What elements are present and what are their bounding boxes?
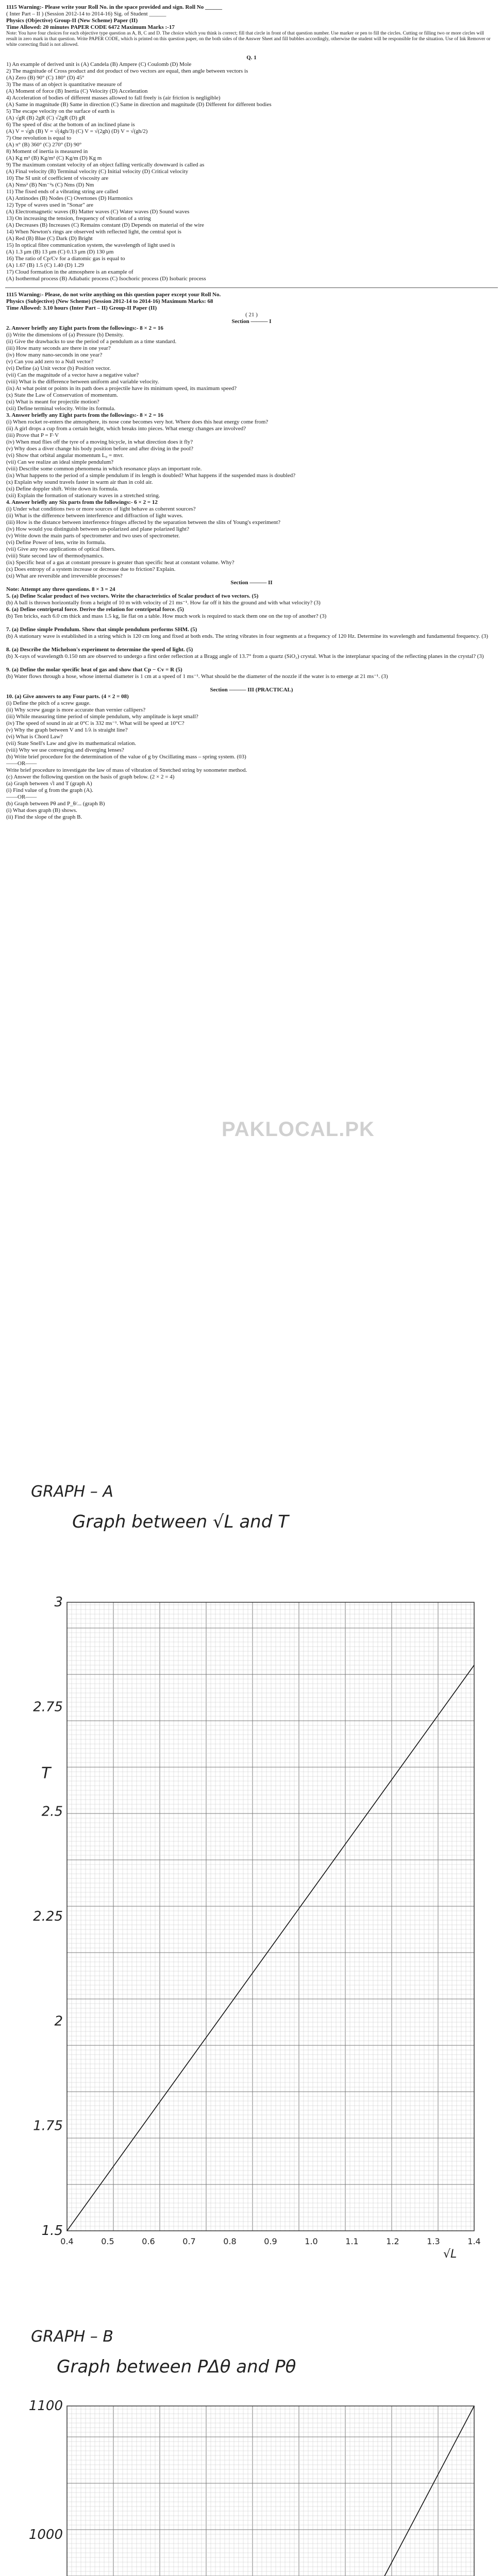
question-line: (ix) At what point or points in its path does a projectile have its minimum speed, its maximum speed? (6, 385, 237, 392)
question-line: (b) Ten bricks, each 6.0 cm thick and mass 1.5 kg, lie flat on a table. How much work is required to stack them one on the top of another? (3) (6, 613, 327, 619)
x-tick-label: 1.2 (386, 2236, 399, 2246)
question-line: 7. (a) Define simple Pendulum. Show that simple pendulum performs SHM. (5) (6, 626, 197, 633)
header-session: ( Inter Part – II ) (Session 2012-14 to 2014-16) Sig. of Student ______ (6, 11, 166, 17)
question-line: (x) Does entropy of a system increase or decrease due to friction? Explain. (6, 566, 176, 572)
question-line: (v) Can you add zero to a Null vector? (6, 359, 94, 365)
x-tick-label: 0.5 (101, 2236, 114, 2246)
question-line: (iv) How many nano-seconds in one year? (6, 352, 103, 358)
plot-frame (67, 1602, 474, 2231)
mcq-line: (A) Red (B) Blue (C) Dark (D) Bright (6, 235, 93, 242)
question-line: (vii) Can we realize an ideal simple pendulum? (6, 459, 114, 465)
y-tick-label: 2.5 (41, 1804, 63, 1820)
question-line: (x) Explain why sound travels faster in warm air than in cold air. (6, 479, 153, 485)
y-tick-label: 1000 (28, 2527, 63, 2543)
question-line: (ii) Find the slope of the graph B. (6, 814, 82, 820)
question-line: (iv) How would you distinguish between un-polarized and plane polarized light? (6, 526, 189, 532)
question-line: (viii) State second law of thermodynamics. (6, 553, 104, 559)
subjective-title: Physics (Subjective) (New Scheme) (Session 2012-14 to 2014-16) Maximum Marks: 68 (6, 298, 213, 304)
mcq-line: 11) The fixed ends of a vibrating string are called (6, 189, 119, 195)
question-line: 6. (a) Define centripetal force. Derive the relation for centripetal force. (5) (6, 606, 184, 613)
question-line: (vii) Can the magnitude of a vector have a negative value? (6, 372, 139, 378)
x-tick-label: 0.8 (223, 2236, 237, 2246)
section-title: Section ——— III (PRACTICAL) (210, 687, 293, 693)
y-tick-label: 3 (54, 1595, 63, 1610)
header-warning: 1115 Warning:- Please write your Roll No. in the space provided and sign. Roll No ______ (6, 4, 222, 10)
y-tick-label: 2.75 (33, 1699, 63, 1715)
question-line: (b) A ball is thrown horizontally from a height of 10 m with velocity of 21 ms⁻¹. How far off it hits the ground and with what velocity? (3) (6, 600, 321, 606)
question-line: (ix) Specific heat of a gas at constant pressure is greater than specific heat at constant volume. Why? (6, 560, 234, 566)
header-subject: Physics (Objective) Group-II (New Scheme) Paper (II) (6, 18, 138, 24)
question-line: (viii) Describe some common phenomena in which resonance plays an important role. (6, 466, 202, 472)
question-line: (ii) A girl drops a cup from a certain height, which breaks into pieces. What energy changes are involved? (6, 426, 246, 432)
mcq-line: 8) Moment of inertia is measured in (6, 148, 88, 155)
mcq-line: 7) One revolution is equal to (6, 135, 72, 141)
site-watermark: PAKLOCAL.PK (222, 1118, 375, 1141)
mcq-line: 16) The ratio of Cp/Cv for a diatomic gas is equal to (6, 256, 125, 262)
question-line: (vii) State Snell's Law and give its mathematical relation. (6, 740, 137, 747)
mcq-line: 12) Type of waves used in "Sonar" are (6, 202, 93, 208)
question-line: (i) Under what conditions two or more sources of light behave as coherent sources? (6, 506, 196, 512)
mcq-line: 14) When Newton's rings are observed with reflected light, the central spot is (6, 229, 181, 235)
series-line (67, 2406, 474, 2576)
question-line: (xii) Define terminal velocity. Write its formula. (6, 405, 115, 412)
x-tick-label: 0.7 (182, 2236, 196, 2246)
question-line: (i) Define the pitch of a screw gauge. (6, 700, 91, 706)
question-line: (v) Why the graph between V and 1/λ is straight line? (6, 727, 128, 733)
question-line: (iv) When mud flies off the tyre of a moving bicycle, in what direction does it fly? (6, 439, 193, 445)
question-line: (a) Graph between √l and T (graph A) (6, 781, 92, 787)
question-line: (ii) What is the difference between interference and diffraction of light waves. (6, 513, 183, 519)
graph-label: GRAPH – A (31, 1483, 113, 1501)
question-line: (xi) What is meant for projectile motion? (6, 399, 99, 405)
mcq-line: (A) Electromagnetic waves (B) Matter waves (C) Water waves (D) Sound waves (6, 209, 190, 215)
x-tick-label: 1.0 (305, 2236, 318, 2246)
subjective-warning: 1115 Warning:- Please, do not write anything on this question paper except your Roll No. (6, 292, 221, 298)
mcq-line: 6) The speed of disc at the bottom of an inclined plane is (6, 122, 135, 128)
question-line: (xi) What are reversible and irreversible processes? (6, 573, 123, 579)
mcq-line: (A) √gR (B) 2gR (C) √2gR (D) gR (6, 115, 86, 121)
x-axis-label: √L (443, 2248, 457, 2261)
y-tick-label: 1.5 (41, 2223, 63, 2239)
y-tick-label: 2 (54, 2013, 63, 2029)
question-line: 2. Answer briefly any Eight parts from the followings:- 8 × 2 = 16 (6, 325, 163, 331)
question-line: 5. (a) Define Scalar product of two vectors. Write the characteristics of Scalar product of two vectors. (5) (6, 593, 259, 599)
question-line: (iii) While measuring time period of simple pendulum, why amplitude is kept small? (6, 714, 198, 720)
mcq-line: (A) V = √gh (B) V = √(4gh/3) (C) V = √(2gh) (D) V = √(gh/2) (6, 128, 148, 134)
mcq-line: 15) In optical fibre communication system, the wavelength of light used is (6, 242, 175, 248)
x-tick-label: 0.4 (60, 2236, 74, 2246)
mcq-line: (A) Isothermal process (B) Adiabatic process (C) Isochoric process (D) Isobaric process (6, 276, 206, 282)
question-line: (vi) Define Power of lens, write its formula. (6, 539, 106, 546)
x-tick-label: 1.3 (427, 2236, 440, 2246)
question-line: (b) Write brief procedure for the determination of the value of g by Oscillating mass – spring system. (03) (6, 754, 246, 760)
y-tick-label: 1.75 (33, 2118, 63, 2134)
question-line: (v) Why does a diver change his body position before and after diving in the pool? (6, 446, 194, 452)
graph-label: GRAPH – B (31, 2328, 113, 2346)
mcq-line: (A) Moment of force (B) Inertia (C) Velocity (D) Acceleration (6, 88, 148, 94)
mcq-line: 1) An example of derived unit is (A) Candela (B) Ampere (C) Coulomb (D) Mole (6, 61, 192, 67)
mcq-line: 10) The SI unit of coefficient of viscosity are (6, 175, 109, 181)
graph-title: Graph between PΔθ and Pθ (57, 2357, 296, 2377)
section-title: Section ——— II (230, 580, 273, 586)
graph-a (10, 1473, 490, 2277)
mcq-line: (A) π° (B) 360° (C) 270° (D) 90° (6, 142, 82, 148)
mcq-line: 17) Cloud formation in the atmosphere is an example of (6, 269, 133, 275)
question-line: Note: Attempt any three questions. 8 × 3 = 24 (6, 586, 115, 592)
question-line: 8. (a) Describe the Michelson's experiment to determine the speed of light. (5) (6, 647, 193, 653)
mcq-line: (A) 1.3 μm (B) 13 μm (C) 0.13 μm (D) 130 μm (6, 249, 114, 255)
mcq-line: (A) Nms² (B) Nm⁻²s (C) Nms (D) Nm (6, 182, 94, 188)
mcq-line: 2) The magnitude of Cross product and dot product of two vectors are equal, then angle between vectors is (6, 68, 248, 74)
mcq-line: 9) The maximum constant velocity of an object falling vertically downward is called as (6, 162, 205, 168)
question-line: (xii) Explain the formation of stationary waves in a stretched string. (6, 493, 160, 499)
question-line: Write brief procedure to investigate the law of mass of vibration of Stretched string by sonometer method. (6, 767, 247, 773)
divider (5, 287, 498, 288)
mcq-line: 3) The mass of an object is quantitative measure of (6, 81, 122, 88)
mcq-line: (A) Same in magnitude (B) Same in direction (C) Same in direction and magnitude (D) Different for different bodies (6, 101, 272, 108)
question-line: (ix) What happens to the period of a simple pendulum if its length is doubled? What happens if the suspended mass is doubled? (6, 472, 296, 479)
mcq-line: (A) Antinodes (B) Nodes (C) Overtones (D) Harmonics (6, 195, 133, 201)
instructions-note: Note: You have four choices for each objective type question as A, B, C and D. The choice which you think is correct; fill that circle in front of that question number. Use marker or pen to fill the circles. Cutting or filling two or more circles will result in zero mark in that question. Write PAPER CODE, which is printed on this question paper, on the both sides of the Answer Sheet and fill bubbles accordingly, otherwise the student will be responsible for the situation. Use of Ink Remover or white correcting fluid is not allowed. (6, 31, 491, 47)
question-line: (b) Water flows through a hose, whose internal diameter is 1 cm at a speed of 1 ms⁻¹. What should be the diameter of the nozzle if the water is to emerge at 21 ms⁻¹. (3) (6, 673, 388, 680)
question-line: (x) State the Law of Conservation of momentum. (6, 392, 118, 398)
mcq-line: (A) Decreases (B) Increases (C) Remains constant (D) Depends on material of the wire (6, 222, 204, 228)
question-line: (vii) Give any two applications of optical fibers. (6, 546, 115, 552)
question-line: (b) A stationary wave is established in a string which is 120 cm long and fixed at both ends. The string vibrates in four segments at a frequency of 120 Hz. Determine its wavelength and fundamental frequency. (3) (6, 633, 489, 639)
question-line: (viii) Why we use converging and diverging lenses? (6, 747, 124, 753)
question-line: (i) What does graph (B) shows. (6, 807, 77, 814)
question-line: (i) Find value of g from the graph (A). (6, 787, 93, 793)
question-line: (iii) How is the distance between interference fringes affected by the separation between the slits of Young's experiment? (6, 519, 281, 526)
question-line: (i) Write the dimensions of (a) Pressure (b) Density. (6, 332, 124, 338)
section-1-title: Section ——— I (231, 318, 272, 325)
x-tick-label: 0.9 (264, 2236, 277, 2246)
graph-b (10, 2318, 490, 2576)
mcq-line: (A) Kg m² (B) Kg/m² (C) Kg/m (D) Kg m (6, 155, 102, 161)
question-line: ——OR—— (6, 794, 37, 800)
question-line: (ii) Why screw gauge is more accurate than vernier callipers? (6, 707, 146, 713)
question-line: (iii) Prove that P = F·V (6, 432, 59, 438)
page-marker: ( 21 ) (245, 312, 258, 318)
question-line: (i) When rocket re-enters the atmosphere, its nose cone becomes very hot. Where does this heat energy come from? (6, 419, 269, 425)
question-line: (iv) The speed of sound in air at 0°C is 332 ms⁻¹. What will be speed at 10°C? (6, 720, 185, 726)
y-tick-label: 1100 (28, 2398, 63, 2414)
y-tick-label: 2.25 (33, 1909, 63, 1924)
question-line: (b) X-rays of wavelength 0.150 nm are observed to undergo a first order reflection at a Bragg angle of 13.7° from a quartz (SiO₂) crystal. What is the interplanar spacing of the reflecting planes in the crystal? (3) (6, 653, 484, 659)
graph-title: Graph between √L and T (72, 1512, 289, 1532)
question-line: (vi) Show that orbital angular momentum L₀ = mvr. (6, 452, 124, 459)
question-line: 3. Answer briefly any Eight parts from the followings:- 8 × 2 = 16 (6, 412, 163, 418)
question-line: 9. (a) Define the molar specific heat of gas and show that Cp − Cv = R (5) (6, 667, 182, 673)
mcq-line: (A) 1.67 (B) 1.5 (C) 1.40 (D) 1.29 (6, 262, 84, 268)
plot-frame (67, 2406, 474, 2576)
x-tick-label: 0.6 (142, 2236, 155, 2246)
question-line: (ii) Give the drawbacks to use the period of a pendulum as a time standard. (6, 338, 177, 345)
question-line: (b) Graph between Pθ and P_θ/... (graph B) (6, 801, 105, 807)
subjective-time: Time Allowed: 3.10 hours (Inter Part – II) Group-II Paper (II) (6, 305, 157, 311)
mcq-line: 13) On increasing the tension, frequency of vibration of a string (6, 215, 151, 222)
question-line: 4. Answer briefly any Six parts from the followings:- 6 × 2 = 12 (6, 499, 158, 505)
question-line: (c) Answer the following question on the basis of graph below. (2 × 2 = 4) (6, 774, 175, 780)
mcq-line: (A) Zero (B) 90° (C) 180° (D) 45° (6, 75, 85, 81)
header-paper-code: Time Allowed: 20 minutes PAPER CODE 6472 Maximum Marks :-17 (6, 24, 175, 30)
question-line: (viii) What is the difference between uniform and variable velocity. (6, 379, 159, 385)
question-line: (v) Write down the main parts of spectrometer and two uses of spectrometer. (6, 533, 180, 539)
question-line: ——OR—— (6, 760, 37, 767)
question-1-label: Q. 1 (246, 55, 257, 61)
y-axis-label: T (41, 1764, 51, 1783)
question-line: (vi) Define (a) Unit vector (b) Position vector. (6, 365, 111, 371)
x-tick-label: 1.4 (467, 2236, 481, 2246)
question-line: (vi) What is Chord Law? (6, 734, 63, 740)
mcq-line: 4) Acceleration of bodies of different masses allowed to fall freely is (air friction is negligible) (6, 95, 221, 101)
question-line: (iii) How many seconds are there in one year? (6, 345, 111, 351)
question-line: (xi) Define doppler shift. Write down its formula. (6, 486, 119, 492)
question-line: 10. (a) Give answers to any Four parts. (4 × 2 = 08) (6, 693, 129, 700)
mcq-line: (A) Final velocity (B) Terminal velocity (C) Initial velocity (D) Critical velocity (6, 168, 189, 175)
mcq-line: 5) The escape velocity on the surface of earth is (6, 108, 115, 114)
x-tick-label: 1.1 (345, 2236, 359, 2246)
